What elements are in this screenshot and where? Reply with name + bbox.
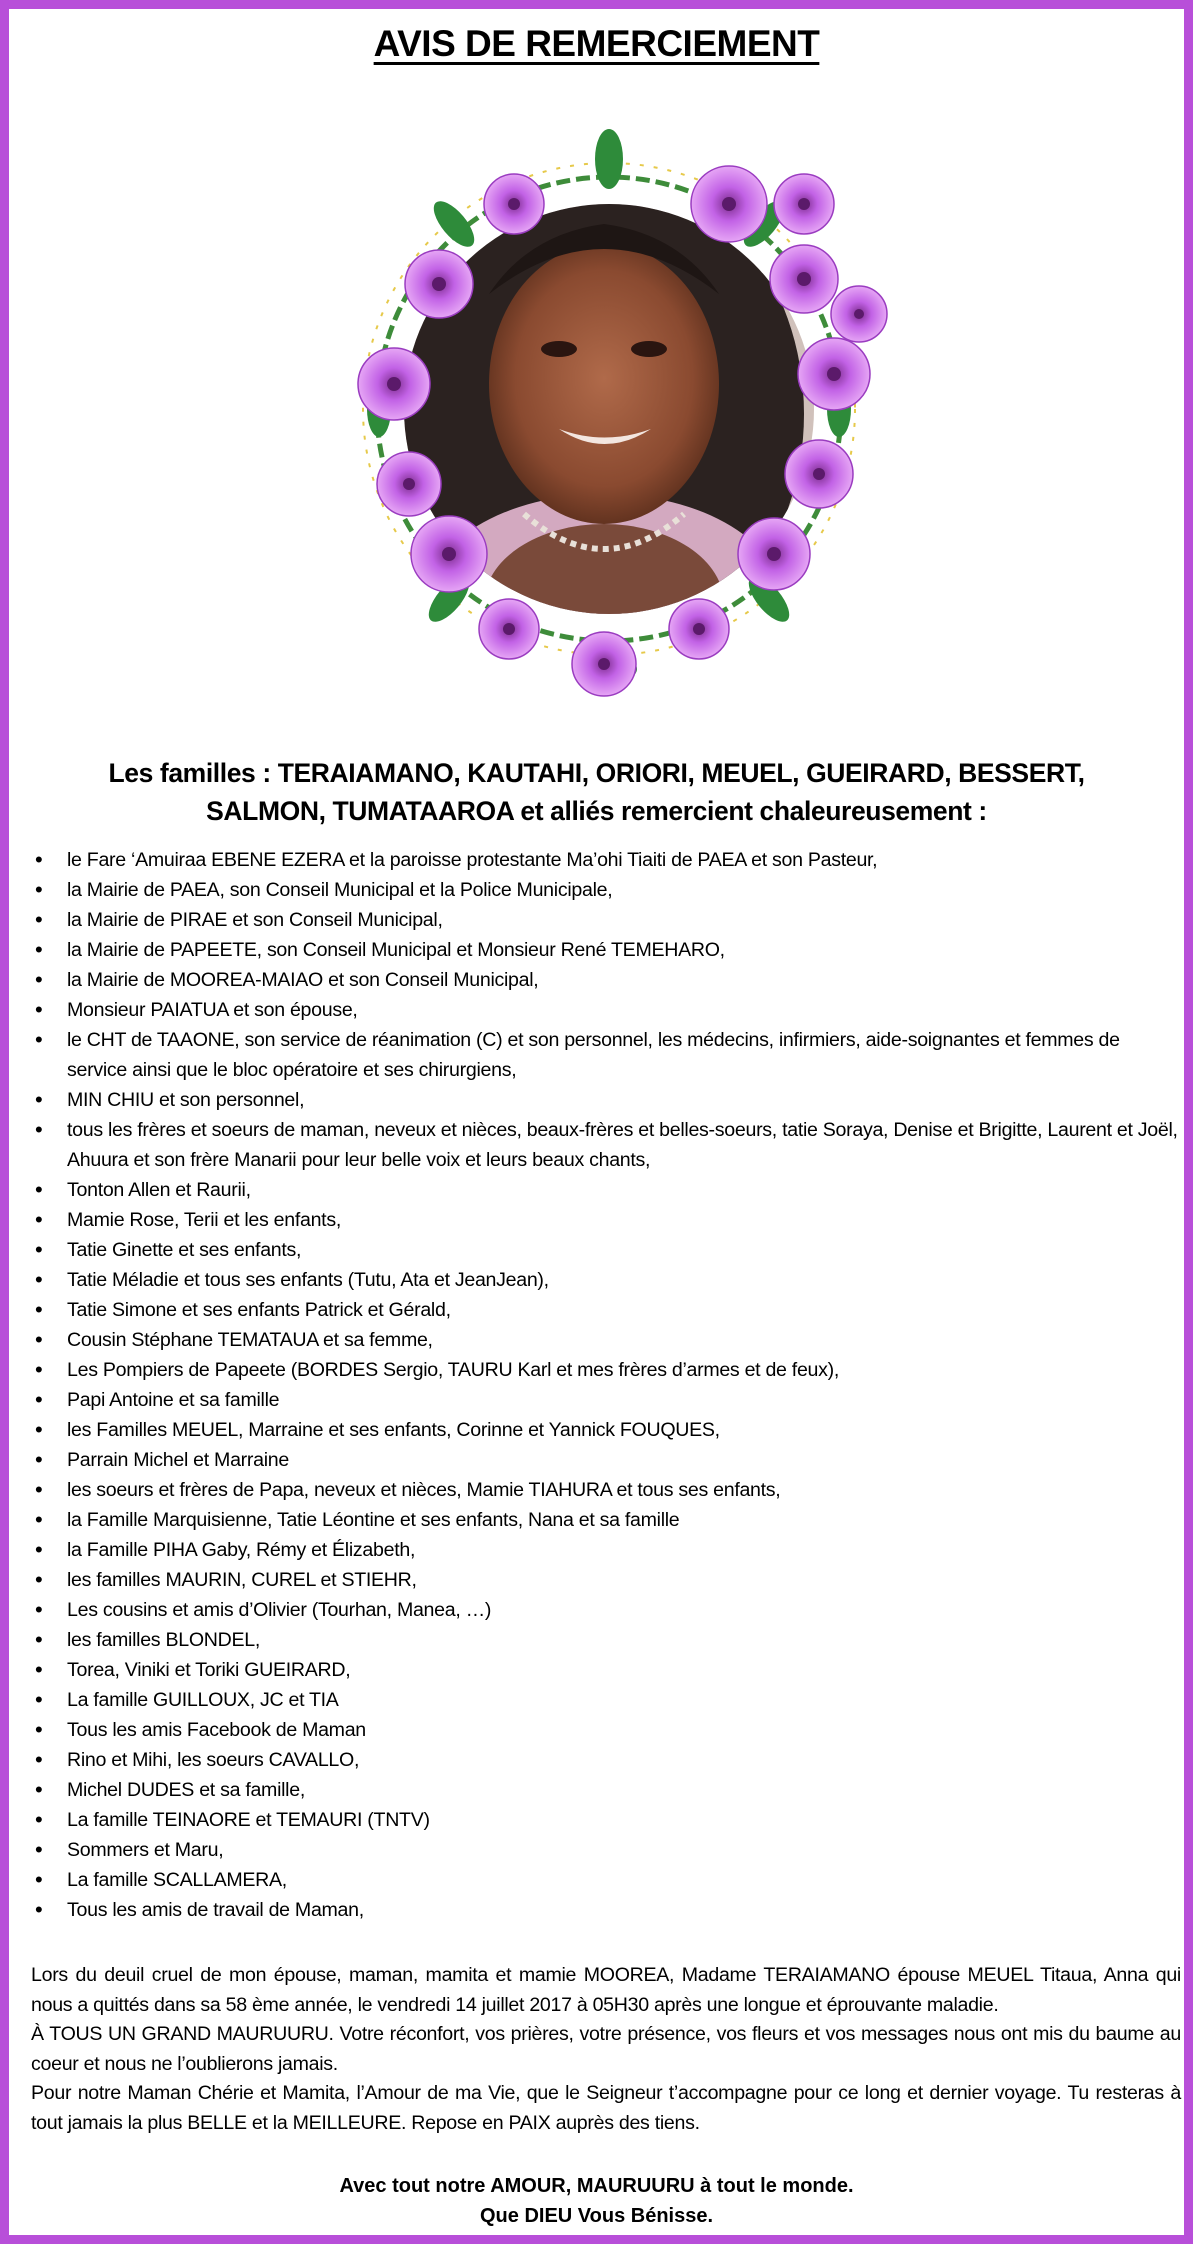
thanks-list-item: • Torea, Viniki et Toriki GUEIRARD, [31,1655,1181,1685]
thanks-list-item: • la Famille PIHA Gaby, Rémy et Élizabeth, [31,1535,1181,1565]
thanks-list-item: • Les cousins et amis d’Olivier (Tourhan, Manea, …) [31,1595,1181,1625]
wreath-portrait-image [259,84,959,734]
thanks-list-item: • tous les frères et soeurs de maman, neveux et nièces, beaux-frères et belles-soeurs, tatie Soraya, Denise et Brigitte, Laurent et Joël, Ahuura et son frère Manarii pour leur belle voix et leurs beaux chants, [31,1115,1181,1175]
thanks-list-item: • Tous les amis de travail de Maman, [31,1895,1181,1925]
signoff-line-1: Avec tout notre AMOUR, MAURUURU à tout le monde. [339,2175,854,2197]
closing-paragraph-2: À TOUS UN GRAND MAURUURU. Votre réconfort, vos prières, votre présence, vos fleurs et vos messages nous ont mis du baume au coeur et nous ne l’oublierons jamais. [31,2023,1181,2075]
thanks-list-item: • Rino et Mihi, les soeurs CAVALLO, [31,1745,1181,1775]
thanks-list-item: • MIN CHIU et son personnel, [31,1085,1181,1115]
portrait-wreath [259,84,959,734]
thanks-list-item: • Les Pompiers de Papeete (BORDES Sergio, TAURU Karl et mes frères d’armes et de feux), [31,1355,1181,1385]
families-heading: Les familles : TERAIAMANO, KAUTAHI, ORIORI, MEUEL, GUEIRARD, BESSERT, SALMON, TUMATAAROA et alliés remercient chaleureusement : [108,758,1085,826]
thanks-list-item: • Tatie Ginette et ses enfants, [31,1235,1181,1265]
signoff-line-2: Que DIEU Vous Bénisse. [479,2205,714,2227]
thanks-list-item: • La famille TEINAORE et TEMAURI (TNTV) [31,1805,1181,1835]
thanks-list-item: • Parrain Michel et Marraine [31,1445,1181,1475]
thanks-list-item: • le CHT de TAAONE, son service de réanimation (C) et son personnel, les médecins, infirmiers, aide-soignantes et femmes de service ainsi que le bloc opératoire et ses chirurgiens, [31,1025,1181,1085]
thanks-list-item: • la Mairie de PIRAE et son Conseil Municipal, [31,905,1181,935]
thanks-list-item: • la Mairie de PAEA, son Conseil Municipal et la Police Municipale, [31,875,1181,905]
thanks-list-item: • Cousin Stéphane TEMATAUA et sa femme, [31,1325,1181,1355]
closing-paragraph-3: Pour notre Maman Chérie et Mamita, l’Amour de ma Vie, que le Seigneur t’accompagne pour ce long et dernier voyage. Tu resteras à tout jamais la plus BELLE et la MEILLEURE. Repose en PAIX auprès des tiens. [31,2082,1181,2134]
thanks-list-item: • Tatie Méladie et tous ses enfants (Tutu, Ata et JeanJean), [31,1265,1181,1295]
thanks-list-item: • La famille SCALLAMERA, [31,1865,1181,1895]
thanks-list-item: • les soeurs et frères de Papa, neveux et nièces, Mamie TIAHURA et tous ses enfants, [31,1475,1181,1505]
thanks-list-item: • Sommers et Maru, [31,1835,1181,1865]
thanks-list-item: • les Familles MEUEL, Marraine et ses enfants, Corinne et Yannick FOUQUES, [31,1415,1181,1445]
thanks-list-item: • les familles MAURIN, CUREL et STIEHR, [31,1565,1181,1595]
thanks-list-item: • Mamie Rose, Terii et les enfants, [31,1205,1181,1235]
thanks-list-item: • la Mairie de PAPEETE, son Conseil Municipal et Monsieur René TEMEHARO, [31,935,1181,965]
portrait-photo [359,164,859,714]
notice-title: AVIS DE REMERCIEMENT [373,23,820,64]
thanks-list-item: • Tatie Simone et ses enfants Patrick et Gérald, [31,1295,1181,1325]
thanks-list-item: • Michel DUDES et sa famille, [31,1775,1181,1805]
thanks-list-item: • Tonton Allen et Raurii, [31,1175,1181,1205]
signoff [9,2171,1184,2231]
closing-paragraph-1: Lors du deuil cruel de mon épouse, maman, mamita et mamie MOOREA, Madame TERAIAMANO épouse MEUEL Titaua, Anna qui nous a quittés dans sa 58 ème année, le vendredi 14 juillet 2017 à 05H30 après une longue et éprouvante maladie. [31,1964,1181,2016]
thanks-list-item: • le Fare ‘Amuiraa EBENE EZERA et la paroisse protestante Ma’ohi Tiaiti de PAEA et son Pasteur, [31,845,1181,875]
thanks-list-item: • la Famille Marquisienne, Tatie Léontine et ses enfants, Nana et sa famille [31,1505,1181,1535]
thanks-list-item: • La famille GUILLOUX, JC et TIA [31,1685,1181,1715]
thanks-list-item: • les familles BLONDEL, [31,1625,1181,1655]
thanks-list-item: • Tous les amis Facebook de Maman [31,1715,1181,1745]
thanks-list-item: • la Mairie de MOOREA-MAIAO et son Conseil Municipal, [31,965,1181,995]
thanks-list-item: • Papi Antoine et sa famille [31,1385,1181,1415]
closing-message [31,1961,1181,2139]
thanks-list-item: • Monsieur PAIATUA et son épouse, [31,995,1181,1025]
thanks-list [31,845,1181,1925]
